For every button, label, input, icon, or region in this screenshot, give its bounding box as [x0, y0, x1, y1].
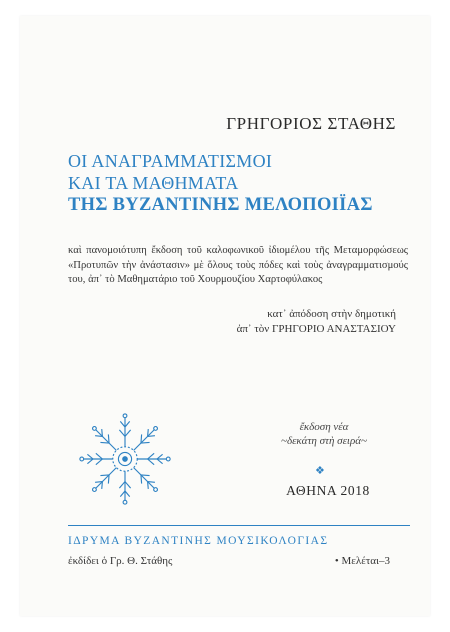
editor-credit: ἐκδίδει ὁ Γρ. Θ. Στάθης — [68, 555, 173, 567]
author-name: ΓΡΗΓΟΡΙΟΣ ΣΤΑΘΗΣ — [226, 114, 396, 133]
book-cover — [20, 16, 430, 616]
ornament-star-icon — [78, 412, 172, 506]
translation-line-1: κατ᾿ ἀπόδοση στὴν δημοτική — [267, 308, 396, 320]
diamond-ornament-icon: ❖ — [315, 464, 325, 477]
edition-line-1: ἔκδοση νέα — [299, 421, 349, 433]
place-and-year: ΑΘΗΝΑ 2018 — [286, 483, 370, 498]
subtitle-description: καὶ πανομοιότυπη ἔκδοση τοῦ καλοφωνικοῦ ἰδιομέλου τῆς Μεταμορφώσεως «Προτυπῶν τὴν ἀνάστασιν» μὲ ὅλους τοὺς πόδες καὶ τοὺς ἀναγραμματισμούς του, ἀπ᾿ τὸ Μαθηματάριο τοῦ Χουρμουζίου Χαρτοφύλακος — [68, 245, 408, 285]
translation-credit — [237, 307, 396, 337]
title-line-3: ΤΗΣ ΒΥΖΑΝΤΙΝΗΣ ΜΕΛΟΠΟΙΪΑΣ — [68, 195, 373, 215]
edition-line-2: ~δεκάτη στὴ σειρά~ — [281, 435, 367, 447]
edition-note — [256, 420, 392, 448]
book-title — [68, 150, 408, 216]
publisher-name: ΙΔΡΥΜΑ ΒΥΖΑΝΤΙΝΗΣ ΜΟΥΣΙΚΟΛΟΓΙΑΣ — [68, 535, 329, 547]
translation-line-2: ἀπ᾿ τὸν ΓΡΗΓΟΡΙΟ ΑΝΑΣΤΑΣΙΟΥ — [236, 323, 396, 335]
series-label: • Μελέται–3 — [334, 555, 390, 567]
title-line-1: ΟΙ ΑΝΑΓΡΑΜΜΑΤΙΣΜΟΙ — [68, 151, 273, 171]
title-line-2: ΚΑΙ ΤΑ ΜΑΘΗΜΑΤΑ — [68, 173, 239, 193]
divider-line — [68, 525, 410, 526]
